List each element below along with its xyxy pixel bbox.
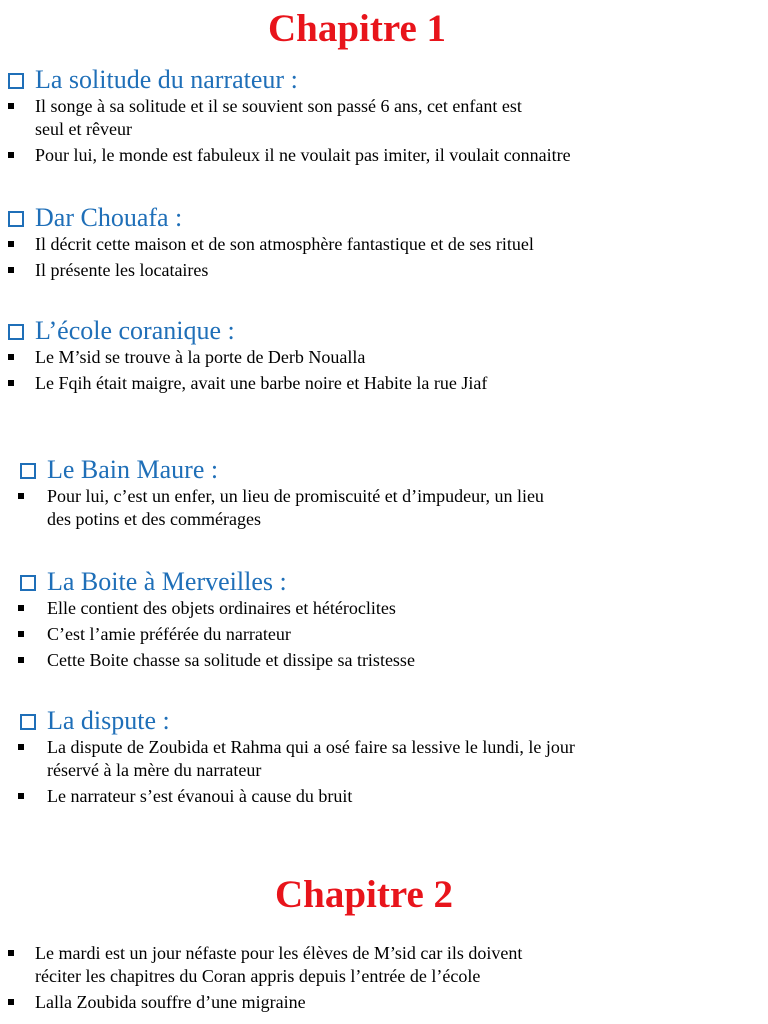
checkbox-bullet-icon (8, 211, 24, 227)
section-heading-text: La solitude du narrateur : (35, 65, 298, 94)
section-heading (8, 567, 768, 597)
list-item: La dispute de Zoubida et Rahma qui a osé faire sa lessive le lundi, le jour réservé à la mère du narrateur (8, 736, 768, 782)
list-item: Elle contient des objets ordinaires et hétéroclites (8, 597, 768, 620)
list-item: Pour lui, le monde est fabuleux il ne voulait pas imiter, il voulait connaitre (8, 144, 768, 167)
section-heading-text: L’école coranique : (35, 316, 235, 345)
list-item: Il décrit cette maison et de son atmosphère fantastique et de ses rituel (8, 233, 768, 256)
section-heading (8, 706, 768, 736)
list-item: Le mardi est un jour néfaste pour les élèves de M’sid car ils doivent réciter les chapitres du Coran appris depuis l’entrée de l’école (8, 942, 768, 988)
bullet-list (8, 597, 768, 672)
list-item: Le M’sid se trouve à la porte de Derb Noualla (8, 346, 768, 369)
section-heading-text: Dar Chouafa : (35, 203, 183, 232)
bullet-list (8, 942, 768, 1014)
bullet-list (8, 95, 768, 167)
section-heading-text: La dispute : (47, 706, 170, 735)
section-heading (8, 65, 768, 95)
bullet-list (8, 736, 768, 808)
list-item: Il songe à sa solitude et il se souvient son passé 6 ans, cet enfant est seul et rêveur (8, 95, 768, 141)
checkbox-bullet-icon (20, 463, 36, 479)
section-boite-merveilles (8, 567, 768, 675)
section-heading (8, 203, 768, 233)
section-ecole-coranique (8, 316, 768, 398)
bullet-list (8, 233, 768, 282)
section-dar-chouafa (8, 203, 768, 285)
list-item: Cette Boite chasse sa solitude et dissipe sa tristesse (8, 649, 768, 672)
section-heading-text: Le Bain Maure : (47, 455, 219, 484)
section-bain-maure (8, 455, 768, 534)
list-item: Lalla Zoubida souffre d’une migraine (8, 991, 768, 1014)
bullet-list (8, 485, 768, 531)
checkbox-bullet-icon (20, 575, 36, 591)
list-item: Le Fqih était maigre, avait une barbe noire et Habite la rue Jiaf (8, 372, 768, 395)
section-heading-text: La Boite à Merveilles : (47, 567, 287, 596)
section-solitude (8, 65, 768, 170)
section-dispute (8, 706, 768, 811)
list-item: C’est l’amie préférée du narrateur (8, 623, 768, 646)
checkbox-bullet-icon (8, 73, 24, 89)
checkbox-bullet-icon (20, 714, 36, 730)
bullet-list (8, 346, 768, 395)
chapter-2-content (8, 942, 768, 1017)
chapter-1-title: Chapitre 1 (267, 7, 447, 50)
list-item: Il présente les locataires (8, 259, 768, 282)
list-item: Pour lui, c’est un enfer, un lieu de promiscuité et d’impudeur, un lieu des potins et des commérages (8, 485, 768, 531)
checkbox-bullet-icon (8, 324, 24, 340)
list-item: Le narrateur s’est évanoui à cause du bruit (8, 785, 768, 808)
section-heading (8, 455, 768, 485)
chapter-2-title: Chapitre 2 (274, 873, 454, 916)
section-heading (8, 316, 768, 346)
